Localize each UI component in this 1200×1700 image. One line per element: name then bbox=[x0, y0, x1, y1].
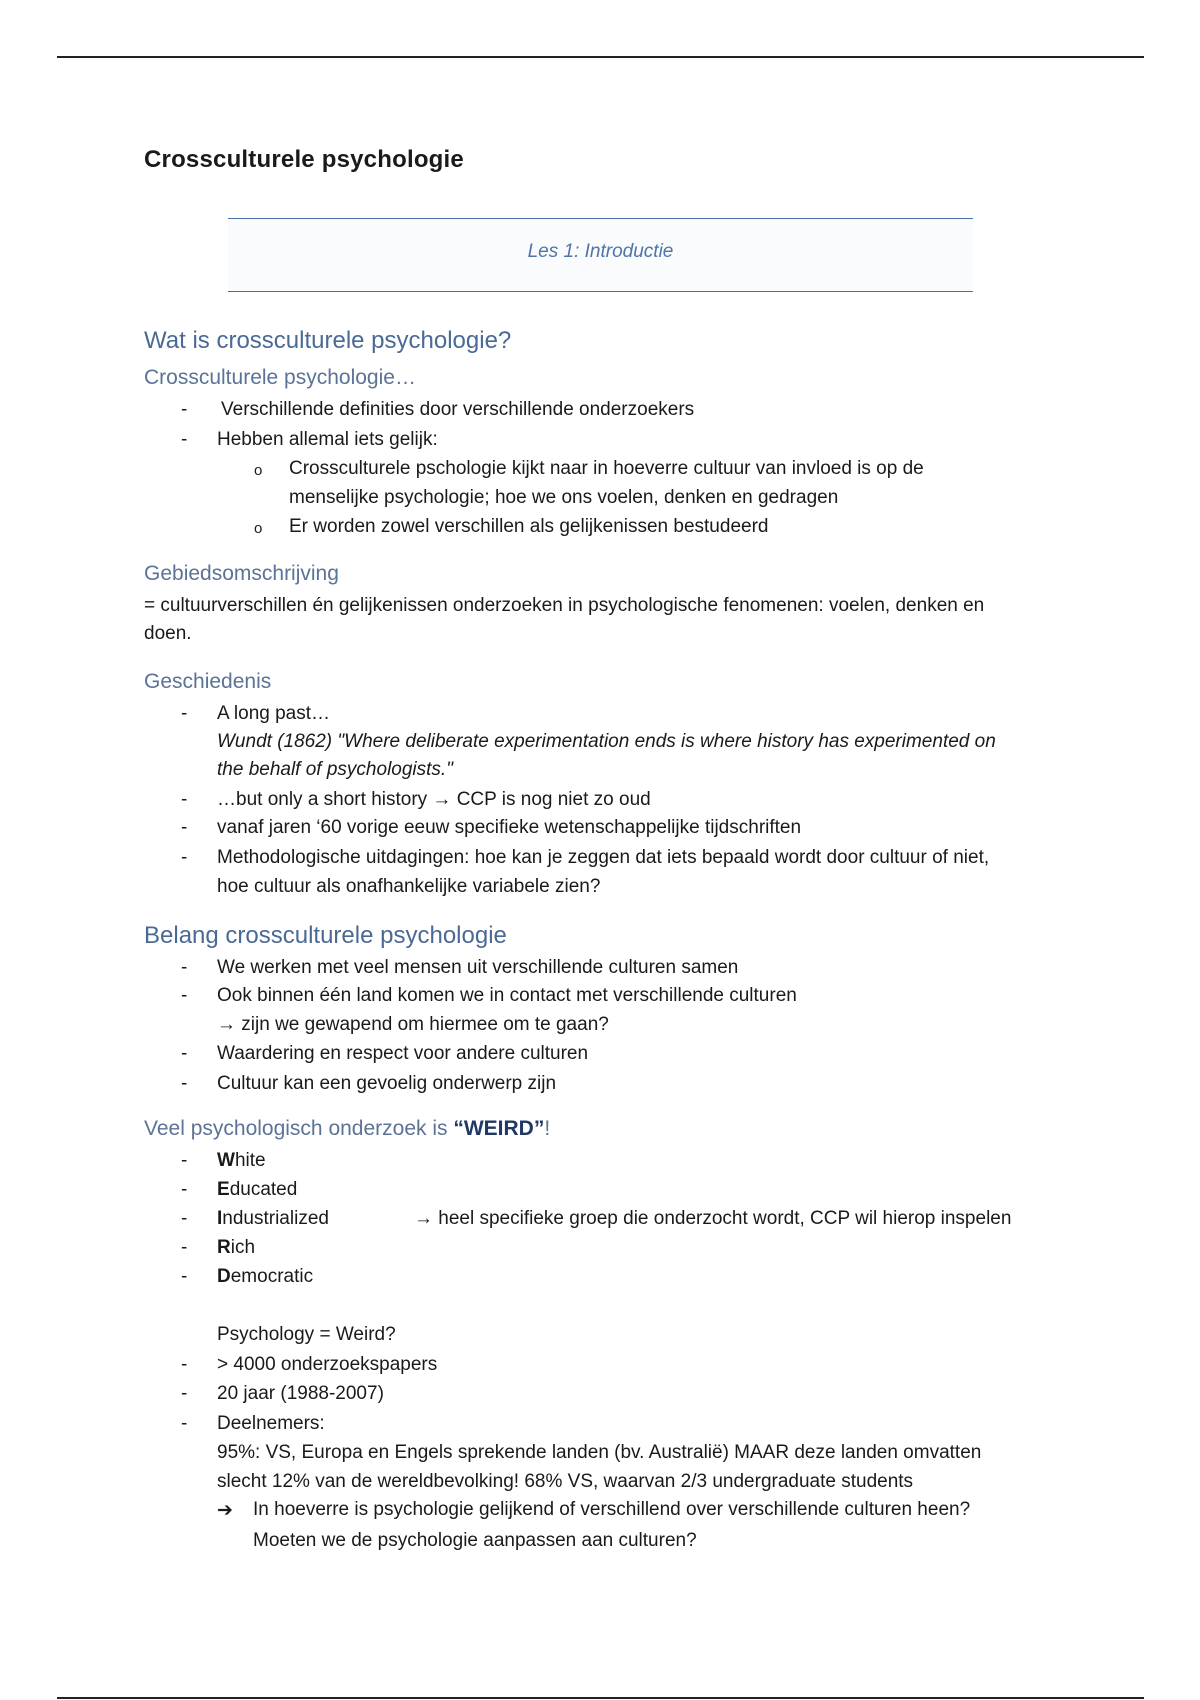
subheading-geschiedenis: Geschiedenis bbox=[144, 670, 272, 693]
weird-rest: hite bbox=[234, 1150, 266, 1171]
bullet-circle: o bbox=[254, 520, 263, 537]
list-item: A long past… bbox=[217, 703, 331, 724]
lesson-banner-text: Les 1: Introductie bbox=[527, 241, 674, 262]
lesson-banner bbox=[228, 218, 973, 292]
list-item: vanaf jaren ‘60 vorige eeuw specifieke wetenschappelijke tijdschriften bbox=[217, 817, 802, 838]
arrow-bullet-icon: ➔ bbox=[217, 1500, 233, 1521]
bullet-dash: - bbox=[181, 985, 188, 1006]
weird-initial: W bbox=[217, 1150, 235, 1171]
weird-rest: ich bbox=[230, 1237, 256, 1258]
conclusion-line-cont: Moeten we de psychologie aanpassen aan culturen? bbox=[253, 1530, 697, 1551]
list-item-cont: 95%: VS, Europa en Engels sprekende landen (bv. Australië) MAAR deze landen omvatten bbox=[217, 1442, 982, 1463]
bullet-dash: - bbox=[181, 817, 188, 838]
weird-rest: ducated bbox=[229, 1179, 298, 1200]
weird-initial: R bbox=[217, 1237, 231, 1258]
bullet-dash: - bbox=[181, 1150, 188, 1171]
bullet-dash: - bbox=[181, 1383, 188, 1404]
bullet-dash: - bbox=[181, 399, 188, 420]
bullet-dash: - bbox=[181, 789, 188, 810]
quote-line: Wundt (1862) "Where deliberate experimentation ends is where history has experimented on bbox=[217, 731, 996, 752]
list-item-cont: hoe cultuur als onafhankelijke variabele zien? bbox=[217, 876, 601, 897]
bullet-dash: - bbox=[181, 1179, 188, 1200]
section-heading-wat-is: Wat is crossculturele psychologie? bbox=[144, 327, 512, 354]
sub-list-item: Er worden zowel verschillen als gelijkenissen bestudeerd bbox=[289, 516, 769, 537]
list-item: We werken met veel mensen uit verschillende culturen samen bbox=[217, 957, 739, 978]
paragraph-line: doen. bbox=[144, 623, 192, 644]
bullet-dash: - bbox=[181, 957, 188, 978]
list-item: Ook binnen één land komen we in contact met verschillende culturen bbox=[217, 985, 797, 1006]
bullet-dash: - bbox=[181, 1043, 188, 1064]
sub-list-item-cont: menselijke psychologie; hoe we ons voelen, denken en gedragen bbox=[289, 487, 839, 508]
bullet-dash: - bbox=[181, 1266, 188, 1287]
subheading-gebiedsomschrijving: Gebiedsomschrijving bbox=[144, 562, 339, 585]
list-item: Cultuur kan een gevoelig onderwerp zijn bbox=[217, 1073, 557, 1094]
weird-heading-post: ! bbox=[544, 1117, 551, 1140]
bottom-rule bbox=[57, 1697, 1144, 1699]
psychology-weird-line: Psychology = Weird? bbox=[217, 1324, 396, 1345]
bullet-dash: - bbox=[181, 1413, 188, 1434]
bullet-dash: - bbox=[181, 1354, 188, 1375]
section-heading-belang: Belang crossculturele psychologie bbox=[144, 922, 507, 949]
weird-initial: D bbox=[217, 1266, 231, 1287]
weird-heading-word: “WEIRD” bbox=[453, 1117, 545, 1140]
list-item: Waardering en respect voor andere culturen bbox=[217, 1043, 589, 1064]
bullet-dash: - bbox=[181, 703, 188, 724]
document-title: Crossculturele psychologie bbox=[144, 146, 464, 173]
list-item-cont: → zijn we gewapend om hiermee om te gaan? bbox=[217, 1014, 609, 1035]
list-item: …but only a short history → CCP is nog niet zo oud bbox=[217, 789, 651, 810]
weird-item bbox=[217, 1208, 329, 1230]
list-item: Methodologische uitdagingen: hoe kan je zeggen dat iets bepaald wordt door cultuur of niet, bbox=[217, 847, 990, 868]
weird-initial: E bbox=[217, 1179, 230, 1200]
sub-list-item: Crossculturele pschologie kijkt naar in hoeverre cultuur van invloed is op de bbox=[289, 458, 924, 479]
top-rule bbox=[57, 56, 1144, 58]
weird-note: → heel specifieke groep die onderzocht wordt, CCP wil hierop inspelen bbox=[414, 1208, 1012, 1229]
weird-item bbox=[217, 1150, 266, 1172]
weird-rest: ndustrialized bbox=[222, 1208, 329, 1229]
bullet-dash: - bbox=[181, 429, 188, 450]
weird-heading-pre: Veel psychologisch onderzoek is bbox=[144, 1117, 454, 1140]
weird-item bbox=[217, 1266, 313, 1288]
bullet-dash: - bbox=[181, 1208, 188, 1229]
list-item: Hebben allemal iets gelijk: bbox=[217, 429, 438, 450]
list-item: Verschillende definities door verschillende onderzoekers bbox=[221, 399, 695, 420]
weird-rest: emocratic bbox=[230, 1266, 314, 1287]
list-item-cont: slecht 12% van de wereldbevolking! 68% VS, waarvan 2/3 undergraduate students bbox=[217, 1471, 914, 1492]
conclusion-line: In hoeverre is psychologie gelijkend of verschillend over verschillende culturen heen? bbox=[253, 1499, 971, 1520]
subheading-weird bbox=[144, 1117, 550, 1141]
bullet-dash: - bbox=[181, 1073, 188, 1094]
weird-item bbox=[217, 1179, 297, 1201]
paragraph-line: = cultuurverschillen én gelijkenissen onderzoeken in psychologische fenomenen: voelen, denken en bbox=[144, 595, 985, 616]
bullet-dash: - bbox=[181, 1237, 188, 1258]
subheading-crossculturele: Crossculturele psychologie… bbox=[144, 366, 416, 389]
list-item: Deelnemers: bbox=[217, 1413, 325, 1434]
quote-line: the behalf of psychologists." bbox=[217, 759, 453, 780]
weird-initial: I bbox=[217, 1208, 223, 1229]
weird-item bbox=[217, 1237, 255, 1259]
list-item: > 4000 onderzoekspapers bbox=[217, 1354, 438, 1375]
bullet-dash: - bbox=[181, 847, 188, 868]
bullet-circle: o bbox=[254, 462, 263, 479]
list-item: 20 jaar (1988-2007) bbox=[217, 1383, 384, 1404]
